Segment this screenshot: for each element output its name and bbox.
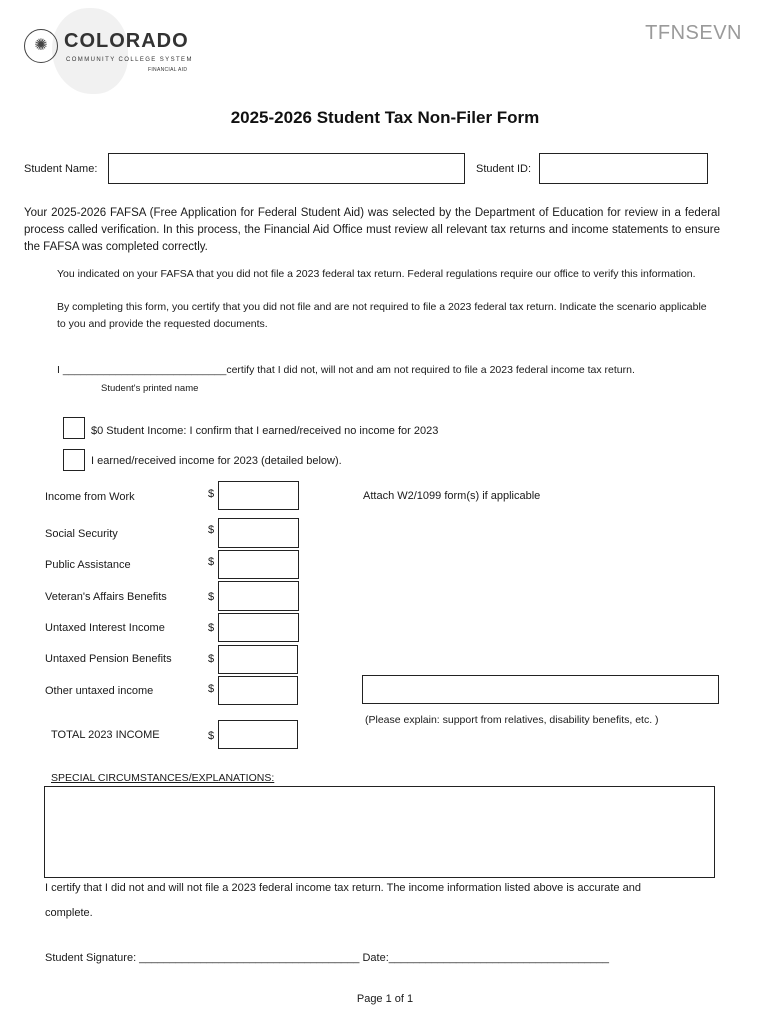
attach-note: Attach W2/1099 form(s) if applicable <box>363 490 541 502</box>
untaxed-interest-field[interactable] <box>218 613 299 642</box>
currency-symbol: $ <box>208 653 215 665</box>
page-number: Page 1 of 1 <box>356 993 414 1005</box>
printed-name-caption: Student's printed name <box>101 383 199 394</box>
brand-subtitle: COMMUNITY COLLEGE SYSTEM <box>66 57 193 63</box>
student-name-label: Student Name: <box>24 163 98 175</box>
untaxed-pension-label: Untaxed Pension Benefits <box>45 653 172 665</box>
social-security-field[interactable] <box>218 518 299 548</box>
untaxed-pension-field[interactable] <box>218 645 298 674</box>
currency-symbol: $ <box>208 556 215 568</box>
currency-symbol: $ <box>208 683 215 695</box>
public-assistance-field[interactable] <box>218 550 299 579</box>
social-security-label: Social Security <box>45 528 118 540</box>
income-from-work-field[interactable] <box>218 481 299 510</box>
student-id-label: Student ID: <box>476 163 532 175</box>
no-income-label: $0 Student Income: I confirm that I earned/received no income for 2023 <box>91 425 439 437</box>
other-untaxed-field[interactable] <box>218 676 298 705</box>
total-income-label: TOTAL 2023 INCOME <box>51 729 160 741</box>
colorado-seal-icon: ✺ <box>24 29 58 63</box>
student-id-field[interactable] <box>539 153 708 184</box>
other-untaxed-label: Other untaxed income <box>45 685 154 697</box>
currency-symbol: $ <box>208 488 215 500</box>
earned-income-checkbox[interactable] <box>63 449 85 471</box>
currency-symbol: $ <box>208 622 215 634</box>
currency-symbol: $ <box>208 591 215 603</box>
veterans-affairs-field[interactable] <box>218 581 299 611</box>
other-income-explain-field[interactable] <box>362 675 719 704</box>
veterans-affairs-label: Veteran's Affairs Benefits <box>45 591 167 603</box>
untaxed-interest-label: Untaxed Interest Income <box>45 622 165 634</box>
student-name-field[interactable] <box>108 153 465 184</box>
page-title: 2025-2026 Student Tax Non-Filer Form <box>230 108 540 127</box>
special-circumstances-field[interactable] <box>44 786 715 878</box>
certify-statement: I certify that I did not and will not file a 2023 federal income tax return. The income information listed above is accurate and <box>45 882 641 894</box>
watermark: TFNSEVN <box>645 22 742 44</box>
notice-paragraph-1: You indicated on your FAFSA that you did not file a 2023 federal tax return. Federal regulations require our office to verify this information. <box>57 268 696 280</box>
brand-department: FINANCIAL AID <box>148 67 188 73</box>
total-income-field[interactable] <box>218 720 298 749</box>
notice-paragraph-2: By completing this form, you certify that you did not file and are not required to file a 2023 federal tax return. Indicate the scenario applicable to you and provide the requested documents. <box>57 301 707 330</box>
signature-line: Student Signature: ____________________________________ Date:____________________________________ <box>45 952 609 964</box>
certify-statement-end: complete. <box>45 907 93 919</box>
brand-name: COLORADO <box>64 30 189 52</box>
no-income-checkbox[interactable] <box>63 417 85 439</box>
intro-paragraph: Your 2025-2026 FAFSA (Free Application for Federal Student Aid) was selected by the Department of Education for review in a federal process called verification. In this process, the Financial Aid Office must review all relevant tax returns and income statements to ensure the FAFSA was completed correctly. <box>24 207 720 253</box>
currency-symbol: $ <box>208 730 215 742</box>
currency-symbol: $ <box>208 524 215 536</box>
certification-line: I ____________________________certify that I did not, will not and am not required to file a 2023 federal income tax return. <box>57 364 635 376</box>
other-income-explain-caption: (Please explain: support from relatives, disability benefits, etc. ) <box>365 714 659 726</box>
special-circumstances-heading: SPECIAL CIRCUMSTANCES/EXPLANATIONS: <box>51 772 275 784</box>
public-assistance-label: Public Assistance <box>45 559 131 571</box>
earned-income-label: I earned/received income for 2023 (detailed below). <box>91 455 342 467</box>
income-from-work-label: Income from Work <box>45 491 135 503</box>
